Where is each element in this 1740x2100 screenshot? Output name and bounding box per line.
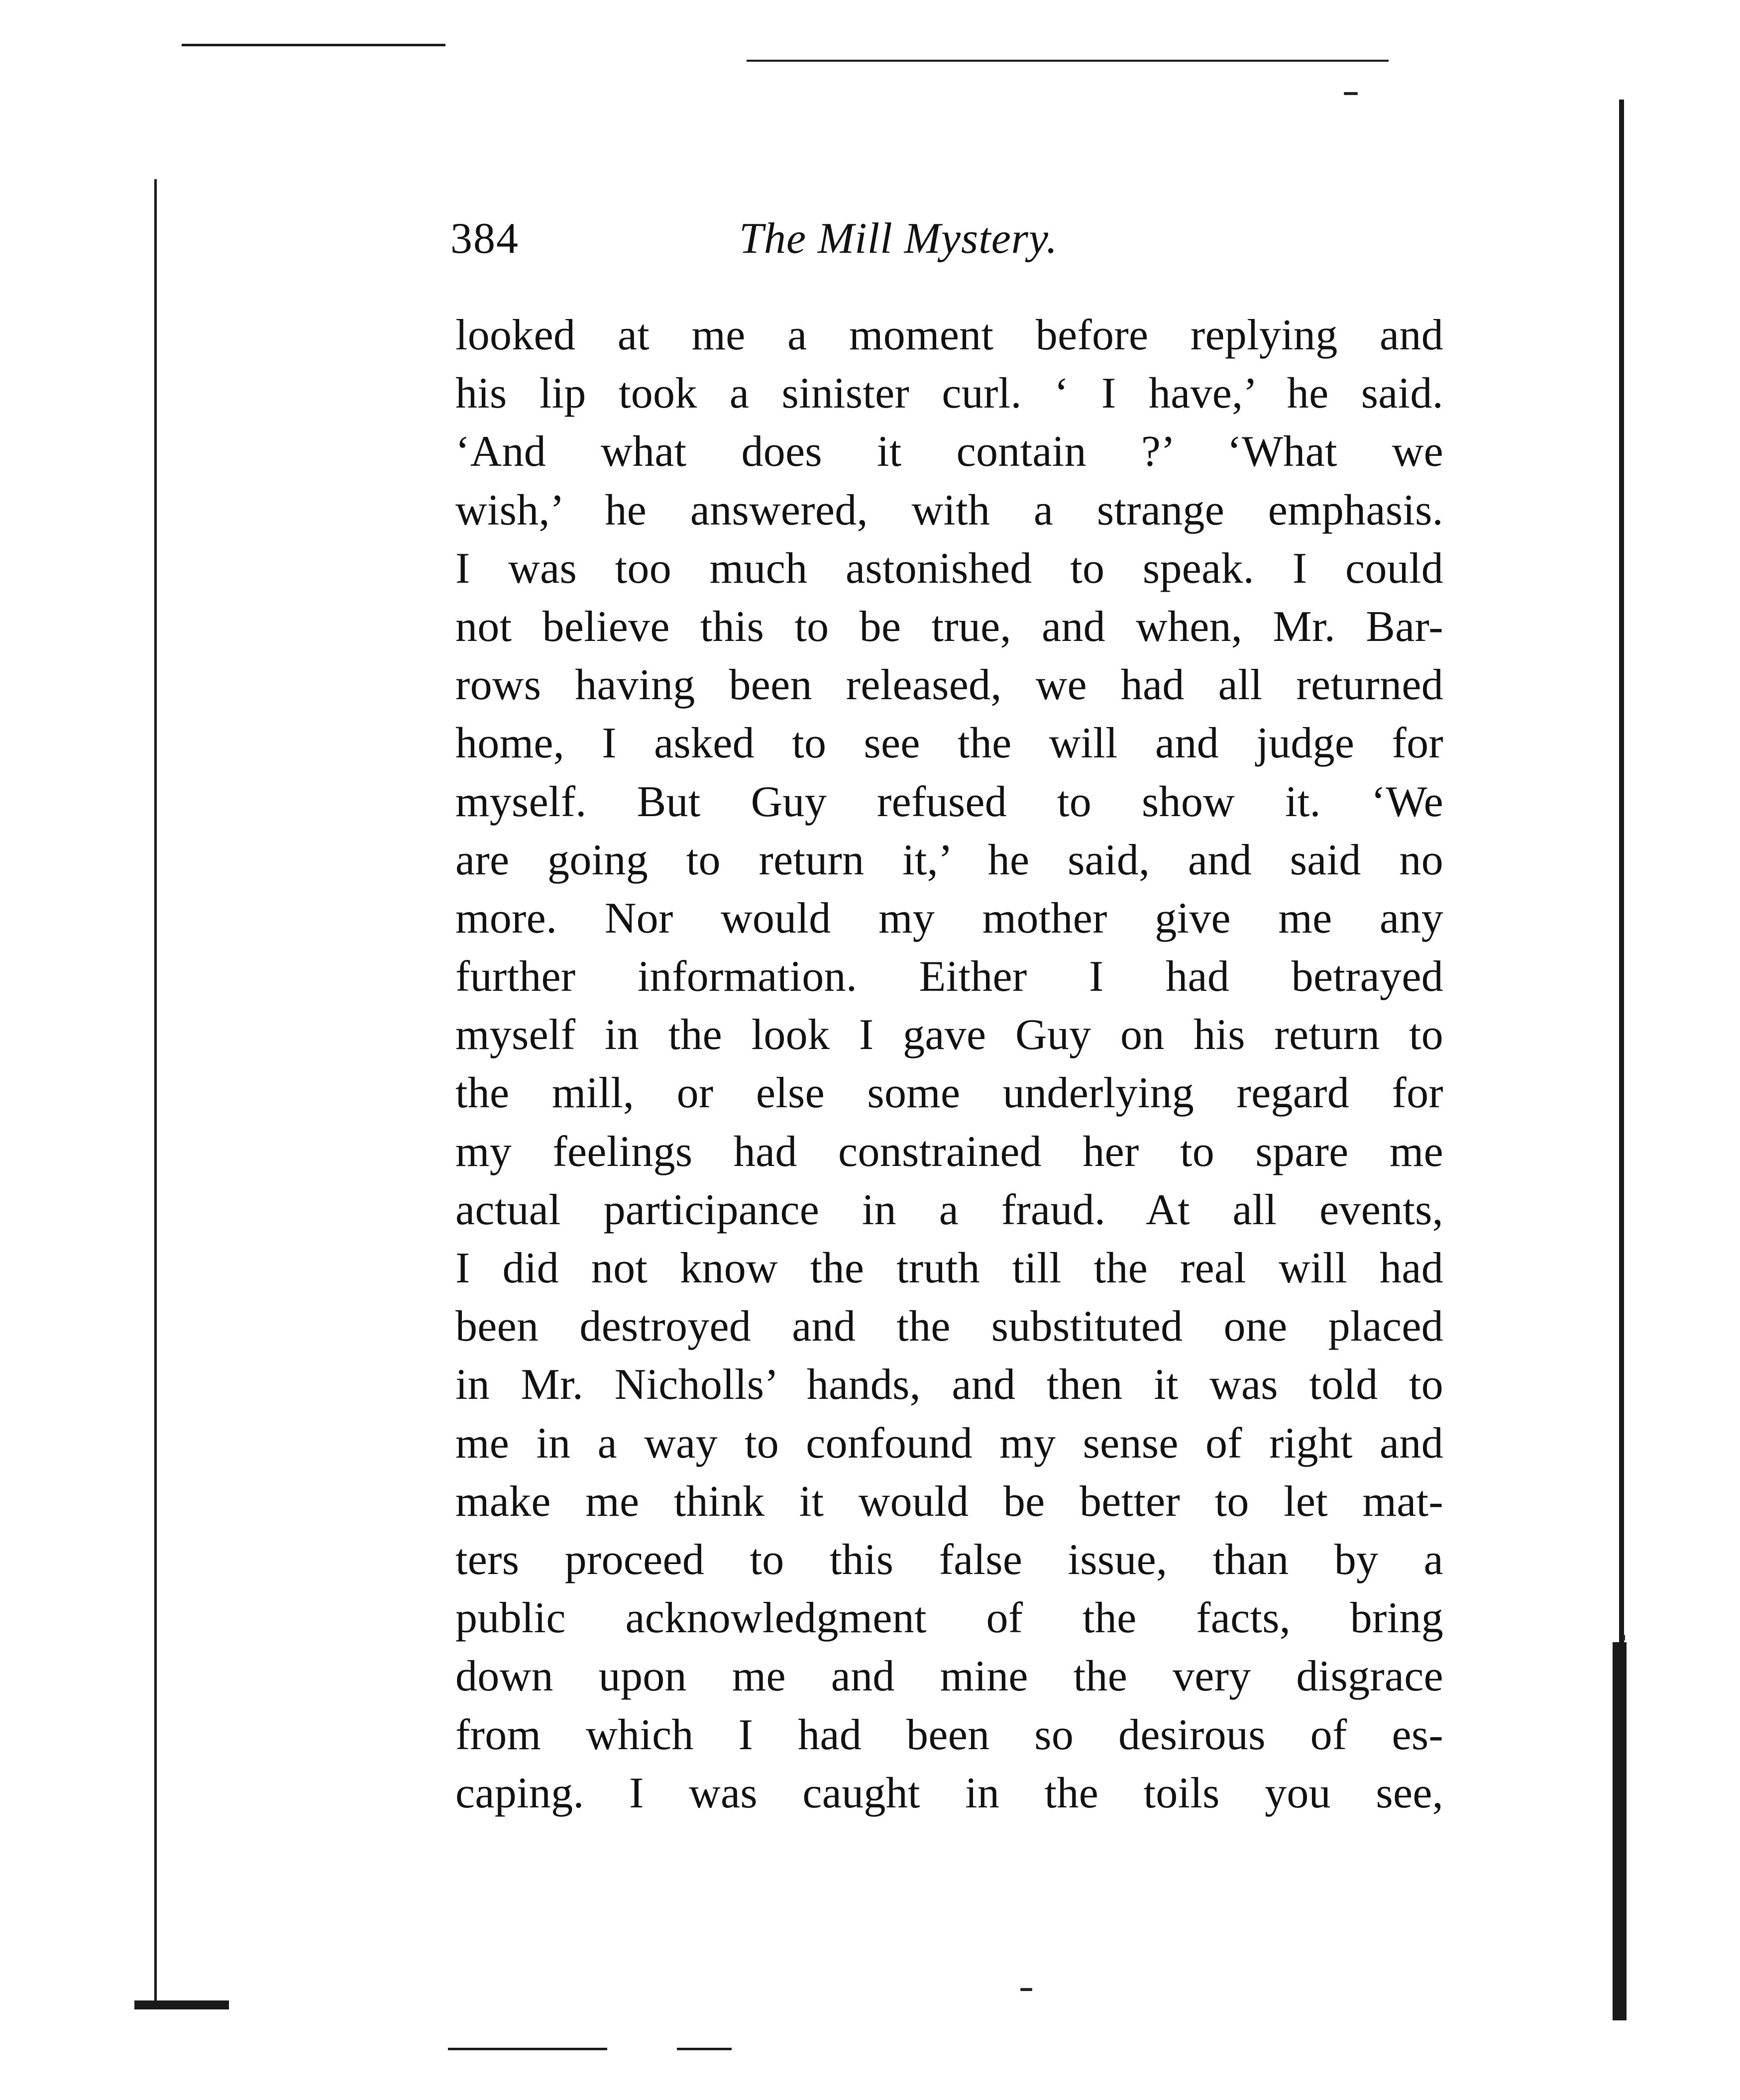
text-line: home, I asked to see the will and judge for	[455, 719, 1443, 768]
text-line: looked at me a moment before replying and	[455, 311, 1443, 359]
scan-left-bottom-mark	[134, 2000, 229, 2009]
text-line: in Mr. Nicholls’ hands, and then it was told to	[455, 1361, 1443, 1409]
text-line: been destroyed and the substituted one placed	[455, 1302, 1443, 1351]
text-line: make me think it would be better to let mat-	[455, 1477, 1443, 1526]
scan-speck	[1020, 1988, 1032, 1991]
scan-top-rule-secondary	[747, 60, 1389, 62]
scan-bottom-rule-short	[677, 2048, 732, 2050]
scan-top-rule	[182, 44, 445, 46]
body-text	[455, 306, 1443, 1822]
text-line: I did not know the truth till the real will had	[455, 1244, 1443, 1292]
text-line: myself in the look I gave Guy on his return to	[455, 1011, 1443, 1059]
text-line: actual participance in a fraud. At all events,	[455, 1185, 1443, 1234]
text-line: ters proceed to this false issue, than by a	[455, 1535, 1443, 1584]
scan-right-edge-lower	[1613, 1642, 1627, 2020]
text-line: me in a way to confound my sense of right and	[455, 1419, 1443, 1468]
text-line: down upon me and mine the very disgrace	[455, 1652, 1443, 1701]
scan-bottom-rule	[448, 2048, 607, 2050]
text-line: I was too much astonished to speak. I could	[455, 544, 1443, 593]
page-number: 384	[450, 214, 519, 263]
text-line: his lip took a sinister curl. ‘ I have,’ he said.	[455, 369, 1443, 418]
text-line: public acknowledgment of the facts, bring	[455, 1594, 1443, 1643]
text-line: wish,’ he answered, with a strange emphasis.	[455, 486, 1443, 534]
text-line: further information. Either I had betrayed	[455, 952, 1443, 1001]
text-line: myself. But Guy refused to show it. ‘We	[455, 777, 1443, 826]
text-line: rows having been released, we had all returned	[455, 661, 1443, 710]
scan-speck	[1623, 1635, 1625, 1641]
text-line: ‘And what does it contain ?’ ‘What we	[455, 427, 1443, 476]
text-line: are going to return it,’ he said, and said no	[455, 836, 1443, 884]
text-line: not believe this to be true, and when, Mr. Bar-	[455, 602, 1443, 651]
book-title: The Mill Mystery.	[739, 214, 1058, 263]
text-line: the mill, or else some underlying regard for	[455, 1069, 1443, 1118]
running-head	[450, 209, 1297, 269]
text-line: caping. I was caught in the toils you see,	[455, 1769, 1443, 1817]
text-line: my feelings had constrained her to spare me	[455, 1127, 1443, 1176]
scan-speck	[1344, 92, 1358, 95]
scan-left-edge	[154, 179, 157, 2000]
text-line: more. Nor would my mother give me any	[455, 894, 1443, 943]
text-line: from which I had been so desirous of es-	[455, 1710, 1443, 1759]
